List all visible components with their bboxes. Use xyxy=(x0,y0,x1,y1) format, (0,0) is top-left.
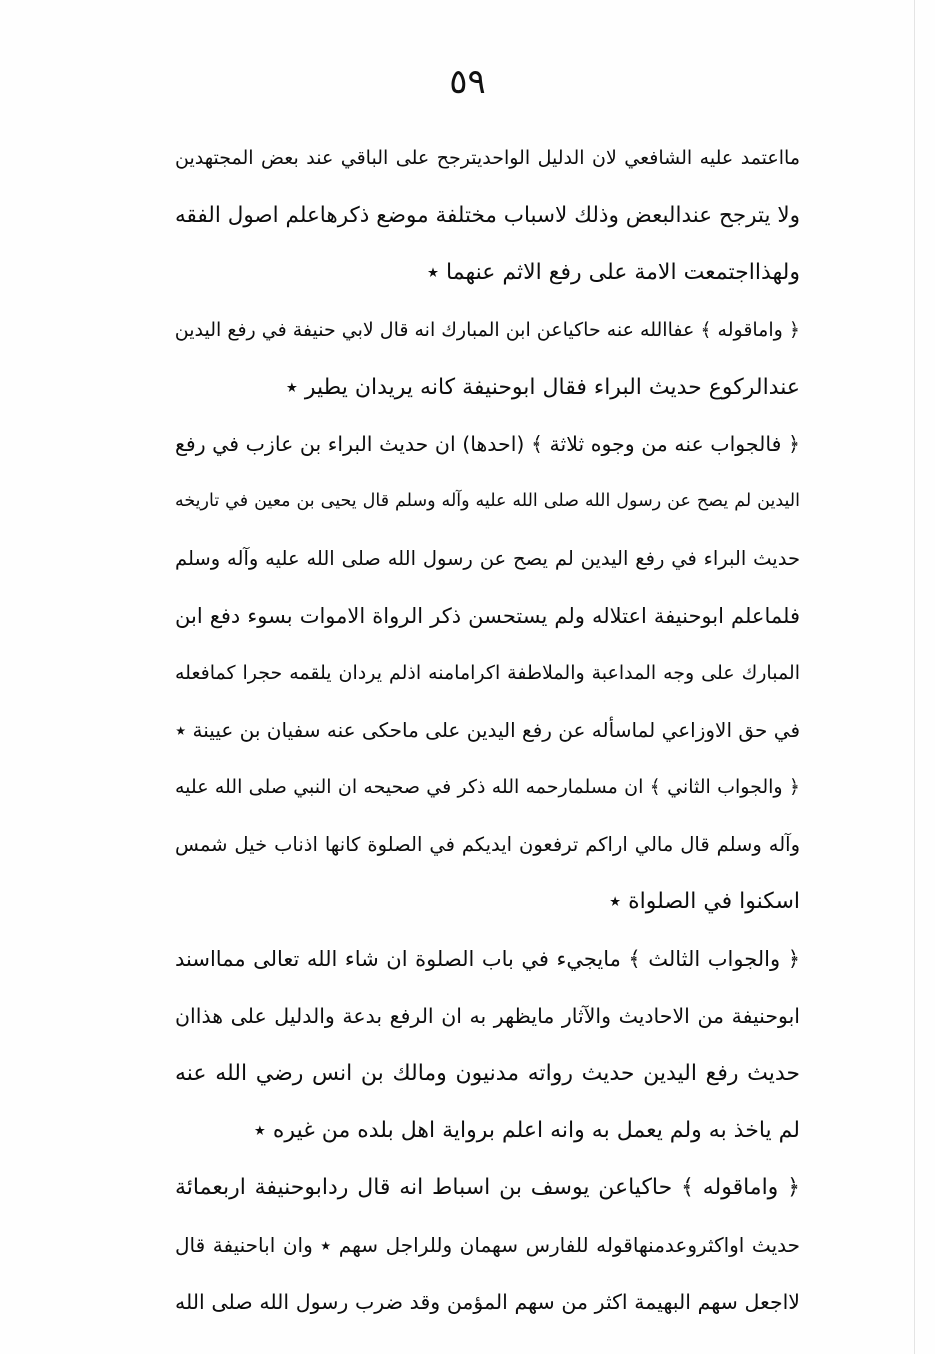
text-line: ﴿ واماقوله ﴾ حاكياعن يوسف بن اسباط انه قال ردابوحنيفة اربعمائة xyxy=(175,1175,800,1201)
text-line: لااجعل سهم البهيمة اكثر من سهم المؤمن وقد ضرب رسول الله صلى الله xyxy=(175,1289,800,1314)
text-line: ﴿ فالجواب عنه من وجوه ثلاثة ﴾ (احدها) ان حديث البراء بن عازب في رفع xyxy=(175,431,800,456)
text-line: ﴿ واماقوله ﴾ عفاالله عنه حاكياعن ابن المبارك انه قال لابي حنيفة في رفع اليدين xyxy=(175,318,800,341)
text-line: مااعتمد عليه الشافعي لان الدليل الواحديترجح على الباقي عند بعض المجتهدين xyxy=(175,147,800,169)
text-line: المبارك على وجه المداعبة والملاطفة اكرامامنه اذلم يردان يلقمه حجرا كمافعله xyxy=(175,661,800,684)
text-line: حديث البراء في رفع اليدين لم يصح عن رسول الله صلى الله عليه وآله وسلم xyxy=(175,547,800,571)
text-body xyxy=(175,130,800,1331)
text-line: عندالركوع حديث البراء فقال ابوحنيفة كانه يريدان يطير ٭ xyxy=(285,374,800,400)
text-line: ولهذااجتمعت الامة على رفع الاثم عنهما ٭ xyxy=(427,260,800,286)
text-line: ﴿ والجواب الثاني ﴾ ان مسلمارحمه الله ذكر في صحيحه ان النبي صلى الله عليه xyxy=(175,776,800,799)
page-edge-line xyxy=(914,0,915,1354)
text-line: فلماعلم ابوحنيفة اعتلاله ولم يستحسن ذكر الرواة الاموات بسوء دفع ابن xyxy=(175,603,800,628)
text-line: في حق الاوزاعي لماسأله عن رفع اليدين على ماحكى عنه سفيان بن عيينة ٭ xyxy=(175,717,800,742)
text-line: ابوحنيفة من الاحاديث والآثار مايظهر به ان الرفع بدعة والدليل على هذاان xyxy=(175,1003,800,1028)
text-line: وآله وسلم قال مالي اراكم ترفعون ايديكم في الصلوة كانها اذناب خيل شمس xyxy=(175,833,800,857)
text-line: حديث اواكثروعدمنهاقوله للفارس سهمان وللراجل سهم ٭ وان اباحنيفة قال xyxy=(175,1232,800,1257)
text-line: حديث رفع اليدين حديث رواته مدنيون ومالك بن انس رضي الله عنه xyxy=(175,1061,800,1086)
page-number: ٥٩ xyxy=(449,62,486,102)
text-line: ولا يترجح عندالبعض وذلك لاسباب مختلفة موضع ذكرهاعلم اصول الفقه xyxy=(175,203,800,229)
text-line: اليدين لم يصح عن رسول الله صلى الله عليه وآله وسلم قال يحيى بن معين في تاريخه xyxy=(175,491,800,512)
text-line: اسكنوا في الصلواة ٭ xyxy=(609,889,800,915)
text-line: ﴿ والجواب الثالث ﴾ مايجيء في باب الصلوة ان شاء الله تعالى ممااسند xyxy=(175,946,800,971)
text-line: لم ياخذ به ولم يعمل به وانه اعلم برواية اهل بلده من غيره ٭ xyxy=(253,1118,800,1144)
